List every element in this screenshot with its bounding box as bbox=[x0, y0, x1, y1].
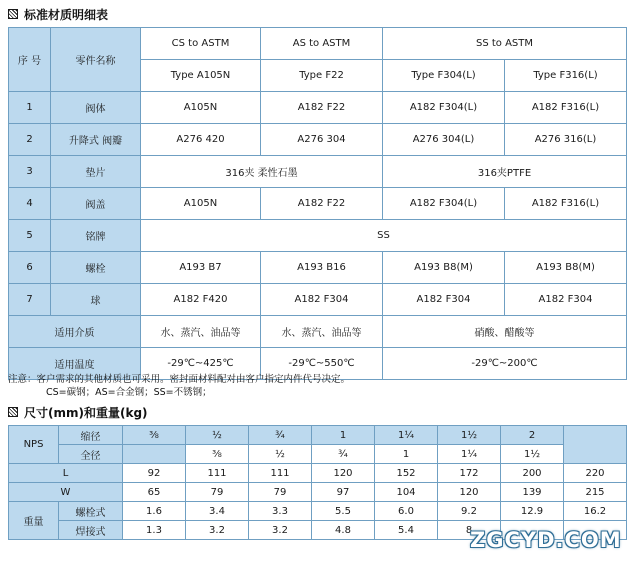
value-cell: 172 bbox=[438, 464, 501, 483]
row-number: 3 bbox=[9, 156, 51, 188]
medium-label: 适用介质 bbox=[9, 316, 141, 348]
size-cell: ⅜ bbox=[186, 445, 249, 464]
material-cell: A105N bbox=[141, 188, 261, 220]
value-cell: 97 bbox=[312, 483, 375, 502]
material-cell: A182 F304 bbox=[505, 284, 627, 316]
section-title-text: 尺寸(mm)和重量(kg) bbox=[24, 405, 148, 420]
material-cell: A182 F304(L) bbox=[383, 92, 505, 124]
section-title-dimensions bbox=[8, 404, 148, 420]
material-cell: A276 304 bbox=[261, 124, 383, 156]
value-cell: 12.9 bbox=[501, 502, 564, 521]
row-number: 5 bbox=[9, 220, 51, 252]
part-name: 球 bbox=[51, 284, 141, 316]
table-row-L bbox=[9, 464, 627, 483]
medium-cell: 水、蒸汽、油品等 bbox=[261, 316, 383, 348]
row-label: 焊接式 bbox=[59, 521, 123, 540]
row-number: 7 bbox=[9, 284, 51, 316]
material-cell: A182 F420 bbox=[141, 284, 261, 316]
value-cell: 3.3 bbox=[249, 502, 312, 521]
row-number: 4 bbox=[9, 188, 51, 220]
size-cell: ½ bbox=[186, 426, 249, 445]
value-cell: 1.6 bbox=[123, 502, 186, 521]
material-cell: A182 F316(L) bbox=[505, 92, 627, 124]
table-row bbox=[9, 124, 627, 156]
temperature-cell: -29℃~425℃ bbox=[141, 348, 261, 380]
material-cell: 316夹 柔性石墨 bbox=[141, 156, 383, 188]
value-cell: 16.2 bbox=[564, 502, 627, 521]
value-cell: 79 bbox=[249, 483, 312, 502]
value-cell: 220 bbox=[564, 464, 627, 483]
material-cell: A182 F22 bbox=[261, 188, 383, 220]
size-cell: 1 bbox=[375, 445, 438, 464]
value-cell: 6.0 bbox=[375, 502, 438, 521]
row-number: 2 bbox=[9, 124, 51, 156]
part-name: 阀盖 bbox=[51, 188, 141, 220]
value-cell: 215 bbox=[564, 483, 627, 502]
material-cell: A182 F316(L) bbox=[505, 188, 627, 220]
header-part-name: 零件名称 bbox=[51, 28, 141, 92]
hatched-square-icon bbox=[8, 407, 18, 417]
value-cell: 3.4 bbox=[186, 502, 249, 521]
medium-row bbox=[9, 316, 627, 348]
temperature-label: 适用温度 bbox=[9, 348, 141, 380]
size-cell: 1½ bbox=[438, 426, 501, 445]
value-cell: 4.8 bbox=[312, 521, 375, 540]
table-row bbox=[9, 156, 627, 188]
header-type: Type F316(L) bbox=[505, 60, 627, 92]
material-cell: SS bbox=[141, 220, 627, 252]
value-cell: 139 bbox=[501, 483, 564, 502]
material-cell: A193 B16 bbox=[261, 252, 383, 284]
size-cell: 2 bbox=[501, 426, 564, 445]
header-reduced-bore: 缩径 bbox=[59, 426, 123, 445]
header-seq: 序 号 bbox=[9, 28, 51, 92]
value-cell: 9.2 bbox=[438, 502, 501, 521]
header-group-cs: CS to ASTM bbox=[141, 28, 261, 60]
size-cell: ¾ bbox=[249, 426, 312, 445]
section-title-text: 标准材质明细表 bbox=[24, 7, 109, 22]
medium-cell: 硝酸、醋酸等 bbox=[383, 316, 627, 348]
material-cell: A182 F22 bbox=[261, 92, 383, 124]
watermark-logo: ZGCYD.COM bbox=[470, 528, 622, 552]
material-cell: A276 316(L) bbox=[505, 124, 627, 156]
material-cell: A276 304(L) bbox=[383, 124, 505, 156]
row-number: 1 bbox=[9, 92, 51, 124]
table-row bbox=[9, 188, 627, 220]
value-cell: 79 bbox=[186, 483, 249, 502]
header-type: Type A105N bbox=[141, 60, 261, 92]
value-cell: 111 bbox=[249, 464, 312, 483]
value-cell: 65 bbox=[123, 483, 186, 502]
value-cell: 152 bbox=[375, 464, 438, 483]
dimensions-table bbox=[8, 425, 627, 540]
size-cell: 1 bbox=[312, 426, 375, 445]
size-cell: 1¼ bbox=[438, 445, 501, 464]
row-label: W bbox=[9, 483, 123, 502]
hatched-square-icon bbox=[8, 9, 18, 19]
value-cell: 92 bbox=[123, 464, 186, 483]
size-cell: 1½ bbox=[501, 445, 564, 464]
row-label: L bbox=[9, 464, 123, 483]
header-group-as: AS to ASTM bbox=[261, 28, 383, 60]
material-cell: A276 420 bbox=[141, 124, 261, 156]
value-cell: 1.3 bbox=[123, 521, 186, 540]
temperature-cell: -29℃~550℃ bbox=[261, 348, 383, 380]
value-cell: 104 bbox=[375, 483, 438, 502]
value-cell: 120 bbox=[438, 483, 501, 502]
part-name: 垫片 bbox=[51, 156, 141, 188]
size-cell-empty bbox=[123, 445, 186, 464]
material-cell: A193 B8(M) bbox=[383, 252, 505, 284]
note-line: CS=碳钢；AS=合金钢；SS=不锈钢； bbox=[46, 387, 212, 398]
value-cell: 8 bbox=[438, 521, 501, 540]
material-cell: A182 F304 bbox=[261, 284, 383, 316]
table-row-bolted bbox=[9, 502, 627, 521]
weight-label: 重量 bbox=[9, 502, 59, 540]
size-cell: ½ bbox=[249, 445, 312, 464]
table-row bbox=[9, 252, 627, 284]
header-type: Type F304(L) bbox=[383, 60, 505, 92]
value-cell: 120 bbox=[312, 464, 375, 483]
section-title-materials bbox=[8, 6, 108, 22]
medium-cell: 水、蒸汽、油品等 bbox=[141, 316, 261, 348]
material-cell: A182 F304 bbox=[383, 284, 505, 316]
value-cell: 5.5 bbox=[312, 502, 375, 521]
size-cell: ¾ bbox=[312, 445, 375, 464]
material-cell: A193 B8(M) bbox=[505, 252, 627, 284]
materials-table bbox=[8, 27, 627, 380]
part-name: 铭牌 bbox=[51, 220, 141, 252]
temperature-cell: -29℃~200℃ bbox=[383, 348, 627, 380]
value-cell: 3.2 bbox=[186, 521, 249, 540]
value-cell: 111 bbox=[186, 464, 249, 483]
header-type: Type F22 bbox=[261, 60, 383, 92]
table-row bbox=[9, 92, 627, 124]
table-row bbox=[9, 220, 627, 252]
material-cell: A182 F304(L) bbox=[383, 188, 505, 220]
size-cell: ⅜ bbox=[123, 426, 186, 445]
header-full-bore: 全径 bbox=[59, 445, 123, 464]
value-cell: 200 bbox=[501, 464, 564, 483]
value-cell: 3.2 bbox=[249, 521, 312, 540]
header-group-ss: SS to ASTM bbox=[383, 28, 627, 60]
size-cell: 1¼ bbox=[375, 426, 438, 445]
note-line: 注意：客户需求的其他材质也可采用。密封面材料配对由客户指定内件代号决定。 bbox=[8, 374, 351, 385]
size-cell-empty bbox=[564, 426, 627, 464]
value-cell: 5.4 bbox=[375, 521, 438, 540]
material-cell: A193 B7 bbox=[141, 252, 261, 284]
header-nps: NPS bbox=[9, 426, 59, 464]
material-cell: 316夹PTFE bbox=[383, 156, 627, 188]
row-number: 6 bbox=[9, 252, 51, 284]
table-row-W bbox=[9, 483, 627, 502]
part-name: 螺栓 bbox=[51, 252, 141, 284]
row-label: 螺栓式 bbox=[59, 502, 123, 521]
table-row bbox=[9, 284, 627, 316]
material-cell: A105N bbox=[141, 92, 261, 124]
part-name: 阀体 bbox=[51, 92, 141, 124]
part-name: 升降式 阀瓣 bbox=[51, 124, 141, 156]
